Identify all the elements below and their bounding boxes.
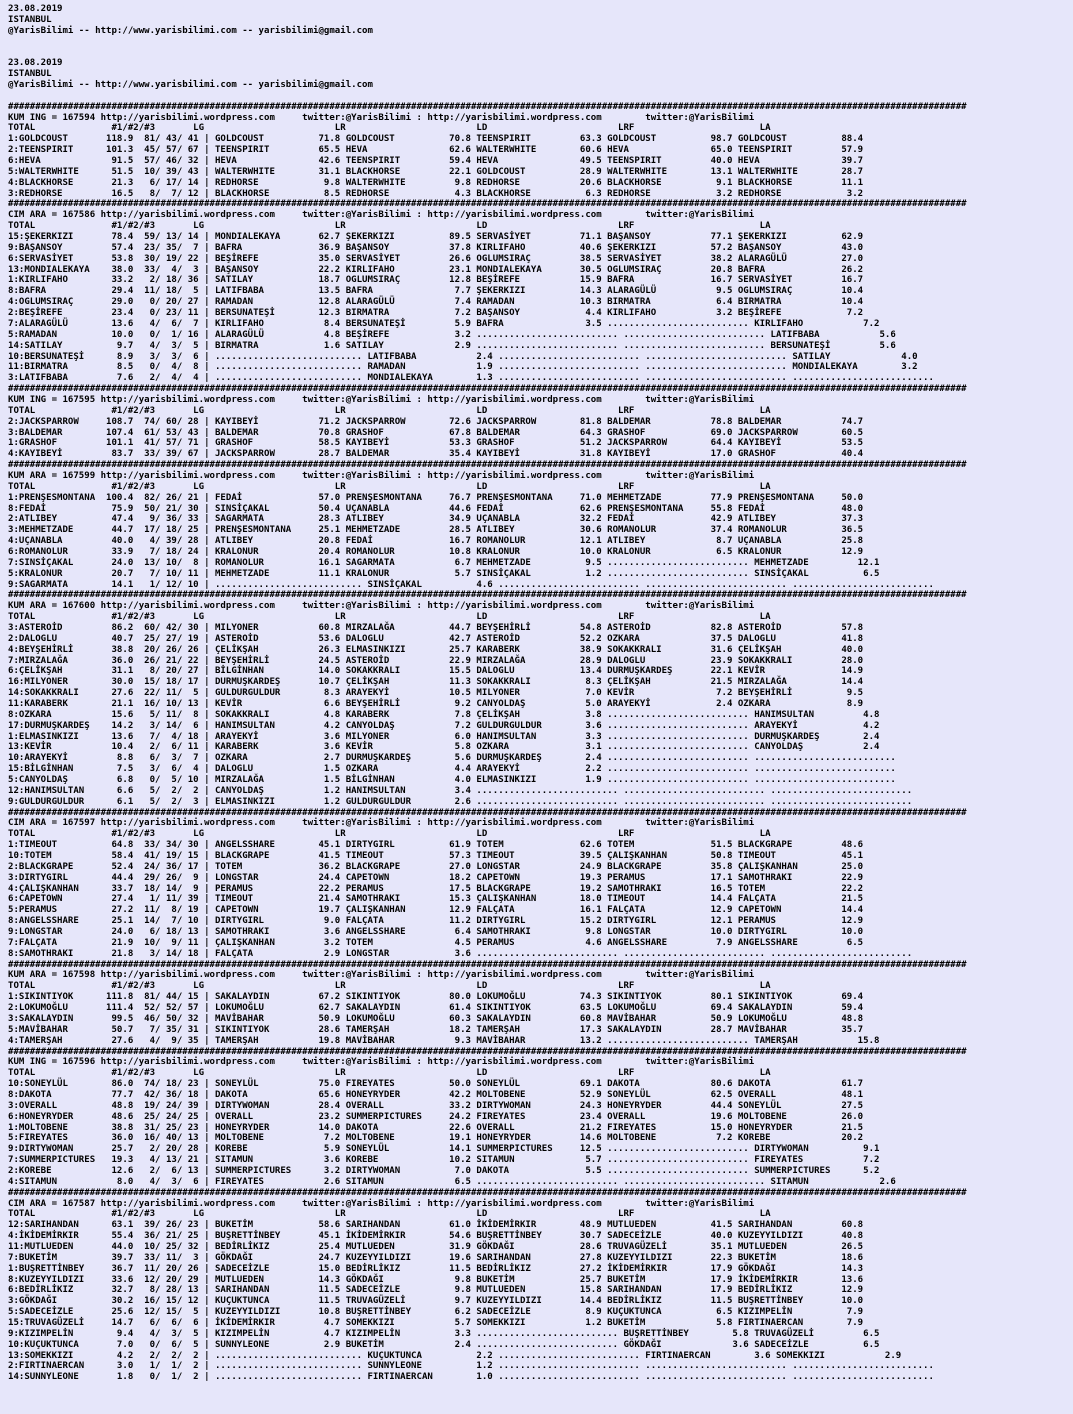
text-line: 9:DIRTYWOMAN 25.7 2/ 20/ 28 | KOREBE 5.9 SONEYLÜL 14.1 SUMMERPICTURES 12.5 .......................... DIRTYWOMAN 9.1 <box>8 1144 880 1155</box>
text-line: 2:ATLIBEY 47.4 9/ 36/ 33 | SAGARMATA 28.3 ATLIBEY 34.9 UÇANABLA 32.2 FEDAİ 42.9 ATLIBEY 37.3 <box>8 514 864 525</box>
text-line: TOTAL #1/#2/#3 LG LR LD LRF LA <box>8 612 771 623</box>
text-line: 1:TIMEOUT 64.8 33/ 34/ 30 | ANGELSSHARE 45.1 DIRTYGIRL 61.9 TOTEM 62.6 TOTEM 51.5 BLACKGRAPE 48.6 <box>8 840 864 851</box>
text-line: 7:SINSİÇAKAL 24.0 13/ 10/ 8 | ROMANOLUR 16.1 SAGARMATA 6.7 MEHMETZADE 9.5 .......................... MEHMETZADE 12.1 <box>8 557 880 568</box>
text-line <box>8 47 1065 58</box>
text-line <box>8 37 1065 48</box>
text-line: 7:BUKETİM 39.7 33/ 11/ 3 | GÖKDAĞI 24.7 KUZEYYILDIZI 19.6 SARIHANDAN 27.8 KUZEYYILDIZI 22.3 BUKETİM 18.6 <box>8 1252 864 1263</box>
text-line: 7:ALARAGÜLÜ 13.6 4/ 6/ 7 | KIRLIFAHO 8.4 BERSUNATEŞİ 5.9 BAFRA 3.5 .......................... KIRLIFAHO 7.2 <box>8 318 880 329</box>
text-line: @YarisBilimi -- http://www.yarisbilimi.com -- yarisbilimi@gmail.com <box>8 25 373 36</box>
text-line: TOTAL #1/#2/#3 LG LR LD LRF LA <box>8 221 771 232</box>
text-line: 3:OVERALL 48.8 19/ 24/ 39 | DIRTYWOMAN 28.4 OVERALL 33.2 DIRTYWOMAN 24.3 HONEYRYDER 44.4 SONEYLÜL 27.5 <box>8 1100 864 1111</box>
text-line: 3:BALDEMAR 107.4 61/ 53/ 43 | BALDEMAR 70.8 GRASHOF 67.8 BALDEMAR 64.3 GRASHOF 69.0 JACKSPARROW 60.5 <box>8 427 864 438</box>
text-line: 8:OZKARA 15.6 5/ 11/ 8 | SOKAKKRALI 4.8 KARABERK 7.8 ÇELİKŞAH 3.8 .......................... HANIMSULTAN 4.8 <box>8 709 880 720</box>
text-line: 11:BIRMATRA 8.5 0/ 4/ 8 | ........................... RAMADAN 1.9 .......................... .......................... MONDIALEKAYA 3.2 <box>8 362 918 373</box>
text-line: 2:BLACKGRAPE 52.4 24/ 36/ 17 | TOTEM 36.2 BLACKGRAPE 27.0 LONGSTAR 24.9 BLACKGRAPE 35.8 ÇALIŞKANHAN 25.0 <box>8 861 864 872</box>
text-line: TOTAL #1/#2/#3 LG LR LD LRF LA <box>8 405 771 416</box>
text-line: @YarisBilimi -- http://www.yarisbilimi.com -- yarisbilimi@gmail.com <box>8 80 373 91</box>
text-line: 14:SUNNYLEONE 1.8 0/ 1/ 2 | ........................... FIRTINAERCAN 1.0 .......................... .......................... .......................... <box>8 1372 934 1383</box>
text-line: 12:HANIMSULTAN 6.6 5/ 2/ 2 | CANYOLDAŞ 1.2 HANIMSULTAN 3.4 .......................... .......................... .......................... <box>8 785 913 796</box>
text-line: 2:BEŞİREFE 23.4 0/ 23/ 11 | BERSUNATEŞİ 12.3 BIRMATRA 7.2 BAŞANSOY 4.4 KIRLIFAHO 3.2 BEŞİREFE 7.2 <box>8 308 864 319</box>
text-line: TOTAL #1/#2/#3 LG LR LD LRF LA <box>8 829 771 840</box>
text-line: 15:TRUVAGÜZELİ 14.7 6/ 6/ 6 | İKİDEMİRKIR 4.7 SOMEKKIZI 5.7 SOMEKKIZI 1.2 BUKETİM 5.8 FIRTINAERCAN 7.9 <box>8 1317 864 1328</box>
text-line: 1:BUŞRETTİNBEY 36.7 11/ 20/ 26 | SADECEİZLE 15.0 BEDİRLİKIZ 11.5 BEDİRLİKIZ 27.2 İKİDEMİRKIR 17.9 GÖKDAĞI 14.3 <box>8 1263 864 1274</box>
text-line: 3:REDHORSE 16.5 8/ 7/ 12 | BLACKHORSE 8.5 REDHORSE 4.3 BLACKHORSE 6.3 REDHORSE 3.2 REDHORSE 3.2 <box>8 188 864 199</box>
text-line: 4:SITAMUN 8.0 4/ 3/ 6 | FIREYATES 2.6 SITAMUN 6.5 .......................... .......................... SITAMUN 2.6 <box>8 1176 896 1187</box>
text-line: 5:PERAMUS 27.2 11/ 8/ 19 | CAPETOWN 19.7 ÇALIŞKANHAN 12.9 FALÇATA 16.1 FALÇATA 12.9 CAPETOWN 14.4 <box>8 905 864 916</box>
text-line <box>8 91 1065 102</box>
text-line: 9:GULDURGULDUR 6.1 5/ 2/ 3 | ELMASINKIZI 1.2 GULDURGULDUR 2.6 .......................... .......................... .......................... <box>8 796 913 807</box>
text-line: 8:BAFRA 29.4 11/ 18/ 5 | LATIFBABA 13.5 BAFRA 7.7 ŞEKERKIZI 14.3 ALARAGÜLÜ 9.5 OGLUMSIRAÇ 10.4 <box>8 286 864 297</box>
text-line: 8:FEDAİ 75.9 50/ 21/ 30 | SINSİÇAKAL 50.4 UÇANABLA 44.6 FEDAİ 62.6 PRENŞESMONTANA 55.8 FEDAİ 48.0 <box>8 503 864 514</box>
text-line: ################################################################################################################################################################################ <box>8 959 967 970</box>
text-line: 10:KUÇUKTUNCA 7.0 0/ 6/ 5 | SUNNYLEONE 2.9 BUKETİM 2.4 .......................... GÖKDAĞI 3.6 SADECEİZLE 6.5 <box>8 1339 880 1350</box>
text-line: 1:GRASHOF 101.1 41/ 57/ 71 | GRASHOF 58.5 KAYIBEYİ 53.3 GRASHOF 51.2 JACKSPARROW 64.4 KAYIBEYİ 53.5 <box>8 438 864 449</box>
text-line: 14:SOKAKKRALI 27.6 22/ 11/ 5 | GULDURGULDUR 8.3 ARAYEKYİ 10.5 MILYONER 7.0 KEVİR 7.2 BEYŞEHİRLİ 9.5 <box>8 688 864 699</box>
text-line: 10:ARAYEKYİ 8.8 6/ 3/ 7 | OZKARA 2.7 DURMUŞKARDEŞ 5.6 DURMUŞKARDEŞ 2.4 .......................... .......................... <box>8 753 896 764</box>
text-line: 4:İKİDEMİRKIR 55.4 36/ 21/ 25 | BUŞRETTİNBEY 45.1 İKİDEMİRKIR 54.6 BUŞRETTİNBEY 30.7 SADECEİZLE 40.0 KUZEYYILDIZI 40.8 <box>8 1231 864 1242</box>
text-line: ################################################################################################################################################################################ <box>8 1046 967 1057</box>
text-line: 7:SUMMERPICTURES 19.3 4/ 13/ 21 | SITAMUN 3.6 KOREBE 10.2 SITAMUN 5.7 .......................... FIREYATES 7.2 <box>8 1155 880 1166</box>
text-line: TOTAL #1/#2/#3 LG LR LD LRF LA <box>8 981 771 992</box>
text-line: 10:BERSUNATEŞİ 8.9 3/ 3/ 6 | ........................... LATIFBABA 2.4 .......................... .......................... SATILAY 4.0 <box>8 351 918 362</box>
text-line: ################################################################################################################################################################################ <box>8 199 967 210</box>
text-line: 5:CANYOLDAŞ 6.8 0/ 5/ 10 | MIRZALAĞA 1.5 BİLGİNHAN 4.0 ELMASINKIZI 1.9 .......................... .......................... <box>8 775 896 786</box>
text-line: 1:SIKINTIYOK 111.8 81/ 44/ 15 | SAKALAYDIN 67.2 SIKINTIYOK 80.0 LOKUMOĞLU 74.3 SIKINTIYOK 80.1 SIKINTIYOK 69.4 <box>8 992 864 1003</box>
text-line: ISTANBUL <box>8 14 52 25</box>
text-line: TOTAL #1/#2/#3 LG LR LD LRF LA <box>8 1209 771 1220</box>
text-line: 2:TEENSPIRIT 101.3 45/ 57/ 67 | TEENSPIRIT 65.5 HEVA 62.6 WALTERWHITE 60.6 HEVA 65.0 TEENSPIRIT 57.9 <box>8 145 864 156</box>
text-line: CIM ARA = 167586 http://yarisbilimi.wordpress.com twitter:@YarisBilimi : http://yarisbilimi.wordpress.com twitter:@YarisBilimi <box>8 210 755 221</box>
text-line: 23.08.2019 <box>8 4 63 14</box>
text-line: 3:MEHMETZADE 44.7 17/ 18/ 25 | PRENŞESMONTANA 25.1 MEHMETZADE 28.5 ATLIBEY 30.6 ROMANOLUR 37.4 ROMANOLUR 36.5 <box>8 525 864 536</box>
text-line: TOTAL #1/#2/#3 LG LR LD LRF LA <box>8 123 771 134</box>
text-line: 5:WALTERWHITE 51.5 10/ 39/ 43 | WALTERWHITE 31.1 BLACKHORSE 22.1 GOLDCOUST 28.9 WALTERWHITE 13.1 WALTERWHITE 28.7 <box>8 166 864 177</box>
text-line: KUM ING = 167596 http://yarisbilimi.wordpress.com twitter:@YarisBilimi : http://yarisbilimi.wordpress.com twitter:@YarisBilimi <box>8 1057 755 1068</box>
text-line: 11:MUTLUEDEN 44.0 10/ 25/ 32 | BEDİRLİKIZ 25.4 MUTLUEDEN 31.9 GÖKDAĞI 28.6 TRUVAGÜZELİ 35.1 MUTLUEDEN 26.5 <box>8 1241 864 1252</box>
text-line: KUM ARA = 167600 http://yarisbilimi.wordpress.com twitter:@YarisBilimi : http://yarisbilimi.wordpress.com twitter:@YarisBilimi <box>8 601 755 612</box>
text-line: 6:BEDİRLİKIZ 32.7 8/ 28/ 13 | SARIHANDAN 11.5 SADECEİZLE 9.8 MUTLUEDEN 15.8 SARIHANDAN 17.9 BEDİRLİKIZ 12.9 <box>8 1285 864 1296</box>
text-line: 8:ANGELSSHARE 25.1 14/ 7/ 10 | DIRTYGIRL 9.0 FALÇATA 11.2 DIRTYGIRL 15.2 DIRTYGIRL 12.1 PERAMUS 12.9 <box>8 916 864 927</box>
text-line: 1:PRENŞESMONTANA 100.4 82/ 26/ 21 | FEDAİ 57.0 PRENŞESMONTANA 76.7 PRENŞESMONTANA 71.0 MEHMETZADE 77.9 PRENŞESMONTANA 50.0 <box>8 492 864 503</box>
text-line: 4:KAYIBEYİ 83.7 33/ 39/ 67 | JACKSPARROW 28.7 BALDEMAR 35.4 KAYIBEYİ 31.8 KAYIBEYİ 17.0 GRASHOF 40.4 <box>8 449 864 460</box>
text-line: 9:LONGSTAR 24.0 6/ 18/ 13 | SAMOTHRAKI 3.6 ANGELSSHARE 6.4 SAMOTHRAKI 9.8 LONGSTAR 10.0 DIRTYGIRL 10.0 <box>8 927 864 938</box>
text-line: 8:DAKOTA 77.7 42/ 36/ 18 | DAKOTA 65.6 HONEYRYDER 42.2 MOLTOBENE 52.9 SONEYLÜL 62.5 OVERALL 48.1 <box>8 1089 864 1100</box>
text-line: 4:BLACKHORSE 21.3 6/ 17/ 14 | REDHORSE 9.8 WALTERWHITE 9.8 REDHORSE 20.6 BLACKHORSE 9.1 BLACKHORSE 11.1 <box>8 177 864 188</box>
text-line: 4:TAMERŞAH 27.6 4/ 9/ 35 | TAMERŞAH 19.8 MAVİBAHAR 9.3 MAVİBAHAR 13.2 .......................... TAMERŞAH 15.8 <box>8 1035 880 1046</box>
text-line: 15:ŞEKERKIZI 78.4 59/ 13/ 14 | MONDIALEKAYA 62.7 ŞEKERKIZI 89.5 SERVASİYET 71.1 BAŞANSOY 77.1 ŞEKERKIZI 62.9 <box>8 232 864 243</box>
text-line: 3:DIRTYGIRL 44.4 29/ 26/ 9 | LONGSTAR 24.4 CAPETOWN 18.2 CAPETOWN 19.3 PERAMUS 17.1 SAMOTHRAKI 22.9 <box>8 872 864 883</box>
text-line: 9:KIZIMPELİN 9.4 4/ 3/ 5 | KIZIMPELİN 4.7 KIZIMPELİN 3.3 .......................... BUŞRETTİNBEY 5.8 TRUVAGÜZELİ 6.5 <box>8 1328 880 1339</box>
text-line: ################################################################################################################################################################################ <box>8 101 967 112</box>
text-line: 8:KUZEYYILDIZI 33.6 12/ 20/ 29 | MUTLUEDEN 14.3 GÖKDAĞI 9.8 BUKETİM 25.7 BUKETİM 17.9 İKİDEMİRKIR 13.6 <box>8 1274 864 1285</box>
text-line: 7:MIRZALAĞA 36.0 26/ 21/ 22 | BEYŞEHİRLİ 24.5 ASTEROİD 22.9 MIRZALAĞA 28.9 DALOGLU 23.9 SOKAKKRALI 28.0 <box>8 655 864 666</box>
text-line: 1:KIRLIFAHO 33.2 2/ 18/ 36 | SATILAY 18.7 OGLUMSIRAÇ 12.8 BEŞİREFE 15.9 BAFRA 16.7 SERVASİYET 16.7 <box>8 275 864 286</box>
text-line: 2:JACKSPARROW 108.7 74/ 60/ 28 | KAYIBEYİ 71.2 JACKSPARROW 72.6 JACKSPARROW 81.8 BALDEMAR 78.8 BALDEMAR 74.7 <box>8 416 864 427</box>
text-line: ################################################################################################################################################################################ <box>8 460 967 471</box>
text-line: 13:SOMEKKIZI 4.2 2/ 2/ 2 | ........................... KUÇUKTUNCA 2.2 .......................... FIRTINAERCAN 3.6 SOMEKKIZI 2.9 <box>8 1350 902 1361</box>
text-line: 4:ÇALIŞKANHAN 33.7 18/ 14/ 9 | PERAMUS 22.2 PERAMUS 17.5 BLACKGRAPE 19.2 SAMOTHRAKI 16.5 TOTEM 22.2 <box>8 883 864 894</box>
text-line: 9:BAŞANSOY 57.4 23/ 35/ 7 | BAFRA 36.9 BAŞANSOY 37.8 KIRLIFAHO 40.6 ŞEKERKIZI 57.2 BAŞANSOY 43.0 <box>8 242 864 253</box>
text-line: 2:KOREBE 12.6 2/ 6/ 13 | SUMMERPICTURES 3.2 DIRTYWOMAN 7.0 DAKOTA 5.5 .......................... SUMMERPICTURES 5.2 <box>8 1165 880 1176</box>
text-line: 6:CAPETOWN 27.4 1/ 11/ 39 | TIMEOUT 21.4 SAMOTHRAKI 15.3 ÇALIŞKANHAN 18.0 TIMEOUT 14.4 FALÇATA 21.5 <box>8 894 864 905</box>
text-line: TOTAL #1/#2/#3 LG LR LD LRF LA <box>8 1068 771 1079</box>
text-line: 1:MOLTOBENE 38.8 31/ 25/ 23 | HONEYRYDER 14.0 DAKOTA 22.6 OVERALL 21.2 FIREYATES 15.0 HONEYRYDER 21.5 <box>8 1122 864 1133</box>
text-line: 5:FIREYATES 36.0 16/ 40/ 13 | MOLTOBENE 7.2 MOLTOBENE 19.1 HONEYRYDER 14.6 MOLTOBENE 7.2 KOREBE 20.2 <box>8 1133 864 1144</box>
text-line: 2:DALOGLU 40.7 25/ 27/ 19 | ASTEROİD 53.6 DALOGLU 42.7 ASTEROİD 52.2 OZKARA 37.5 DALOGLU 41.8 <box>8 633 864 644</box>
text-line: 12:SARIHANDAN 63.1 39/ 26/ 23 | BUKETİM 58.6 SARIHANDAN 61.0 İKİDEMİRKIR 48.9 MUTLUEDEN 41.5 SARIHANDAN 60.8 <box>8 1220 864 1231</box>
text-line: 13:KEVİR 10.4 2/ 6/ 11 | KARABERK 3.6 KEVİR 5.8 OZKARA 3.1 .......................... CANYOLDAŞ 2.4 <box>8 742 880 753</box>
text-line: 6:HONEYRYDER 48.6 25/ 24/ 25 | OVERALL 23.2 SUMMERPICTURES 24.2 FIREYATES 23.4 OVERALL 19.6 MOLTOBENE 26.0 <box>8 1111 864 1122</box>
text-line: CIM ARA = 167587 http://yarisbilimi.wordpress.com twitter:@YarisBilimi : http://yarisbilimi.wordpress.com twitter:@YarisBilimi <box>8 1198 755 1209</box>
text-line: 15:BİLGİNHAN 7.5 3/ 6/ 4 | DALOGLU 1.5 OZKARA 4.4 ARAYEKYİ 2.2 .......................... .......................... <box>8 764 896 775</box>
text-line: 2:FIRTINAERCAN 3.0 1/ 1/ 2 | ........................... SUNNYLEONE 1.2 .......................... .......................... .......................... <box>8 1361 934 1372</box>
text-line: 23.08.2019 <box>8 58 63 69</box>
text-line: KUM ING = 167595 http://yarisbilimi.wordpress.com twitter:@YarisBilimi : http://yarisbilimi.wordpress.com twitter:@YarisBilimi <box>8 394 755 405</box>
text-line: 4:UÇANABLA 40.0 4/ 39/ 28 | ATLIBEY 20.8 FEDAİ 16.7 ROMANOLUR 12.1 ATLIBEY 8.7 UÇANABLA 25.8 <box>8 536 864 547</box>
text-line: 5:MAVİBAHAR 50.7 7/ 35/ 31 | SIKINTIYOK 28.6 TAMERŞAH 18.2 TAMERŞAH 17.3 SAKALAYDIN 28.7 MAVİBAHAR 35.7 <box>8 1024 864 1035</box>
text-line: TOTAL #1/#2/#3 LG LR LD LRF LA <box>8 481 771 492</box>
text-line: ################################################################################################################################################################################ <box>8 1187 967 1198</box>
text-line: 5:KRALONUR 20.7 7/ 10/ 11 | MEHMETZADE 11.1 KRALONUR 5.7 SINSİÇAKAL 1.2 .......................... SINSİÇAKAL 6.5 <box>8 568 880 579</box>
text-line: 1:ELMASINKIZI 13.6 7/ 4/ 18 | ARAYEKYİ 3.6 MILYONER 6.0 HANIMSULTAN 3.3 .......................... DURMUŞKARDEŞ 2.4 <box>8 731 880 742</box>
text-line: CIM ARA = 167597 http://yarisbilimi.wordpress.com twitter:@YarisBilimi : http://yarisbilimi.wordpress.com twitter:@YarisBilimi <box>8 818 755 829</box>
text-line: 1:GOLDCOUST 118.9 81/ 43/ 41 | GOLDCOUST 71.8 GOLDCOUST 70.8 TEENSPIRIT 63.3 GOLDCOUST 98.7 GOLDCOUST 88.4 <box>8 134 864 145</box>
text-line: ISTANBUL <box>8 69 52 80</box>
text-line: 16:MILYONER 30.0 15/ 18/ 17 | DURMUŞKARDEŞ 10.7 ÇELİKŞAH 11.3 SOKAKKRALI 8.3 ÇELİKŞAH 21.5 MIRZALAĞA 14.4 <box>8 677 864 688</box>
text-line: 5:SADECEİZLE 25.6 12/ 15/ 5 | KUZEYYILDIZI 10.8 BUŞRETTİNBEY 6.2 SADECEİZLE 8.9 KUÇUKTUNCA 6.5 KIZIMPELİN 7.9 <box>8 1307 864 1318</box>
text-line: KUM ING = 167594 http://yarisbilimi.wordpress.com twitter:@YarisBilimi : http://yarisbilimi.wordpress.com twitter:@YarisBilimi <box>8 112 755 123</box>
text-line: 7:FALÇATA 21.9 10/ 9/ 11 | ÇALIŞKANHAN 3.2 TOTEM 4.5 PERAMUS 4.6 ANGELSSHARE 7.9 ANGELSSHARE 6.5 <box>8 937 864 948</box>
text-line: 4:OGLUMSIRAÇ 29.0 0/ 20/ 27 | RAMADAN 12.8 ALARAGÜLÜ 7.4 RAMADAN 10.3 BIRMATRA 6.4 BIRMATRA 10.4 <box>8 297 864 308</box>
text-line: 6:SERVASİYET 53.8 30/ 19/ 22 | BEŞİREFE 35.0 SERVASİYET 26.6 OGLUMSIRAÇ 38.5 SERVASİYET 38.2 ALARAGÜLÜ 27.0 <box>8 253 864 264</box>
text-line: 6:ÇELİKŞAH 31.1 8/ 20/ 27 | BİLGİNHAN 14.0 SOKAKKRALI 15.5 DALOGLU 13.4 DURMUŞKARDEŞ 22.1 KEVİR 14.9 <box>8 666 864 677</box>
text-line: ################################################################################################################################################################################ <box>8 590 967 601</box>
text-line: 10:TOTEM 58.4 41/ 19/ 15 | BLACKGRAPE 41.5 TIMEOUT 57.3 TIMEOUT 39.5 ÇALIŞKANHAN 50.8 TIMEOUT 45.1 <box>8 851 864 862</box>
text-line: 10:SONEYLÜL 86.0 74/ 18/ 23 | SONEYLÜL 75.0 FIREYATES 50.0 SONEYLÜL 69.1 DAKOTA 80.6 DAKOTA 61.7 <box>8 1079 864 1090</box>
text-line: 3:SAKALAYDIN 99.5 46/ 50/ 32 | MAVİBAHAR 50.9 LOKUMOĞLU 60.3 SAKALAYDIN 60.8 MAVİBAHAR 50.9 LOKUMOĞLU 48.8 <box>8 1013 864 1024</box>
text-line: 6:ROMANOLUR 33.9 7/ 18/ 24 | KRALONUR 20.4 ROMANOLUR 10.8 KRALONUR 10.0 KRALONUR 6.5 KRALONUR 12.9 <box>8 546 864 557</box>
text-line: 3:ASTEROİD 86.2 60/ 42/ 30 | MILYONER 60.8 MIRZALAĞA 44.7 BEYŞEHİRLİ 54.8 ASTEROİD 82.8 ASTEROİD 57.8 <box>8 622 864 633</box>
text-line: 9:SAGARMATA 14.1 1/ 12/ 10 | ........................... SINSİÇAKAL 4.6 .......................... .......................... .......................... <box>8 579 934 590</box>
text-line: 13:MONDIALEKAYA 38.0 33/ 4/ 3 | BAŞANSOY 22.2 KIRLIFAHO 23.1 MONDIALEKAYA 30.5 OGLUMSIRAÇ 20.8 BAFRA 26.2 <box>8 264 864 275</box>
text-line: 3:LATIFBABA 7.6 2/ 4/ 4 | ........................... MONDIALEKAYA 1.3 .......................... .......................... .......................... <box>8 373 934 384</box>
text-line: 4:BEYŞEHİRLİ 38.8 20/ 26/ 26 | ÇELİKŞAH 26.3 ELMASINKIZI 25.7 KARABERK 38.9 SOKAKKRALI 31.6 ÇELİKŞAH 40.0 <box>8 644 864 655</box>
text-line: 17:DURMUŞKARDEŞ 14.2 3/ 14/ 6 | HANIMSULTAN 4.2 CANYOLDAŞ 7.2 GULDURGULDUR 3.6 .......................... ARAYEKYİ 4.2 <box>8 720 880 731</box>
text-line: ################################################################################################################################################################################ <box>8 807 967 818</box>
text-line: 8:SAMOTHRAKI 21.8 3/ 14/ 18 | FALÇATA 2.9 LONGSTAR 3.6 .......................... .......................... .......................... <box>8 948 913 959</box>
text-line: ################################################################################################################################################################################ <box>8 384 967 395</box>
text-line: 3:GÖKDAĞI 30.2 16/ 15/ 12 | KUÇUKTUNCA 11.5 TRUVAGÜZELİ 9.7 KUZEYYILDIZI 14.4 BEDİRLİKIZ 11.5 BUŞRETTİNBEY 10.0 <box>8 1296 864 1307</box>
text-line: KUM ARA = 167599 http://yarisbilimi.wordpress.com twitter:@YarisBilimi : http://yarisbilimi.wordpress.com twitter:@YarisBilimi <box>8 470 755 481</box>
text-line: 2:LOKUMOĞLU 111.4 52/ 52/ 57 | LOKUMOĞLU 62.7 SAKALAYDIN 61.4 SIKINTIYOK 63.5 LOKUMOĞLU 69.4 SAKALAYDIN 59.4 <box>8 1003 864 1014</box>
text-line: KUM ARA = 167598 http://yarisbilimi.wordpress.com twitter:@YarisBilimi : http://yarisbilimi.wordpress.com twitter:@YarisBilimi <box>8 970 755 981</box>
text-line: 11:KARABERK 21.1 16/ 10/ 13 | KEVİR 6.6 BEYŞEHİRLİ 9.2 CANYOLDAŞ 5.0 ARAYEKYİ 2.4 OZKARA 8.9 <box>8 699 864 709</box>
text-line: 5:RAMADAN 10.0 0/ 1/ 16 | ALARAGÜLÜ 4.8 BEŞİREFE 3.2 .......................... .......................... LATIFBABA 5.6 <box>8 329 896 340</box>
text-line: 6:HEVA 91.5 57/ 46/ 32 | HEVA 42.6 TEENSPIRIT 59.4 HEVA 49.5 TEENSPIRIT 40.0 HEVA 39.7 <box>8 156 864 167</box>
text-line: 14:SATILAY 9.7 4/ 3/ 5 | BIRMATRA 1.6 SATILAY 2.9 .......................... .......................... BERSUNATEŞİ 5.6 <box>8 340 896 351</box>
